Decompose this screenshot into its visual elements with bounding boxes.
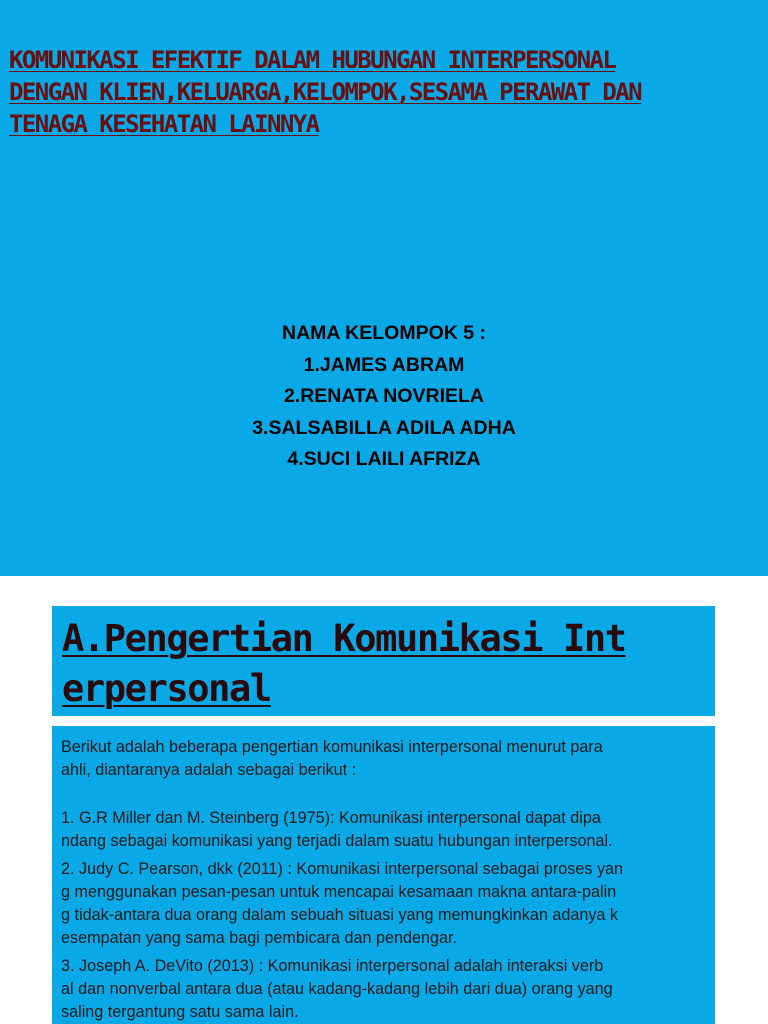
text-line: 2. Judy C. Pearson, dkk (2011) : Komunikasi interpersonal sebagai proses yan bbox=[61, 860, 624, 878]
member-name: 4.SUCI LAILI AFRIZA bbox=[287, 448, 481, 470]
text-line: al dan nonverbal antara dua (atau kadang-kadang lebih dari dua) orang yang bbox=[61, 980, 613, 998]
section-title-line: erpersonal bbox=[62, 667, 271, 710]
title-line: DENGAN KLIEN,KELUARGA,KELOMPOK,SESAMA PERAWAT DAN bbox=[9, 78, 642, 106]
member-name: 2.RENATA NOVRIELA bbox=[283, 385, 485, 407]
section-title-box bbox=[52, 606, 715, 716]
text-line: g menggunakan pesan-pesan untuk mencapai kesamaan makna antara-palin bbox=[61, 883, 617, 901]
text-line: 3. Joseph A. DeVito (2013) : Komunikasi interpersonal adalah interaksi verb bbox=[61, 957, 604, 975]
definition-item-3 bbox=[61, 955, 711, 1024]
group-members bbox=[184, 318, 584, 476]
section-title-line: A.Pengertian Komunikasi Int bbox=[62, 617, 626, 660]
intro-paragraph bbox=[61, 736, 711, 782]
text-line: ndang sebagai komunikasi yang terjadi dalam suatu hubungan interpersonal. bbox=[61, 832, 613, 850]
text-line: ahli, diantaranya adalah sebagai berikut : bbox=[61, 761, 357, 779]
text-line: esempatan yang sama bagi pembicara dan pendengar. bbox=[61, 929, 457, 947]
text-line: saling tergantung satu sama lain. bbox=[61, 1003, 299, 1021]
title-line: KOMUNIKASI EFEKTIF DALAM HUBUNGAN INTERPERSONAL bbox=[9, 46, 616, 74]
text-line: Berikut adalah beberapa pengertian komunikasi interpersonal menurut para bbox=[61, 738, 603, 756]
member-name: 1.JAMES ABRAM bbox=[303, 353, 465, 376]
group-heading: NAMA KELOMPOK 5 : bbox=[281, 322, 487, 344]
member-name: 3.SALSABILLA ADILA ADHA bbox=[252, 416, 516, 439]
section-body bbox=[52, 726, 715, 1024]
body-text bbox=[61, 736, 711, 1024]
definition-item-1 bbox=[61, 807, 711, 853]
text-line: g tidak-antara dua orang dalam sebuah situasi yang memungkinkan adanya k bbox=[61, 906, 619, 924]
definition-item-2 bbox=[61, 858, 711, 950]
text-line: 1. G.R Miller dan M. Steinberg (1975): Komunikasi interpersonal dapat dipa bbox=[61, 809, 601, 827]
title-line: TENAGA KESEHATAN LAINNYA bbox=[9, 110, 319, 138]
section-title bbox=[62, 614, 712, 714]
presentation-title bbox=[9, 44, 768, 140]
